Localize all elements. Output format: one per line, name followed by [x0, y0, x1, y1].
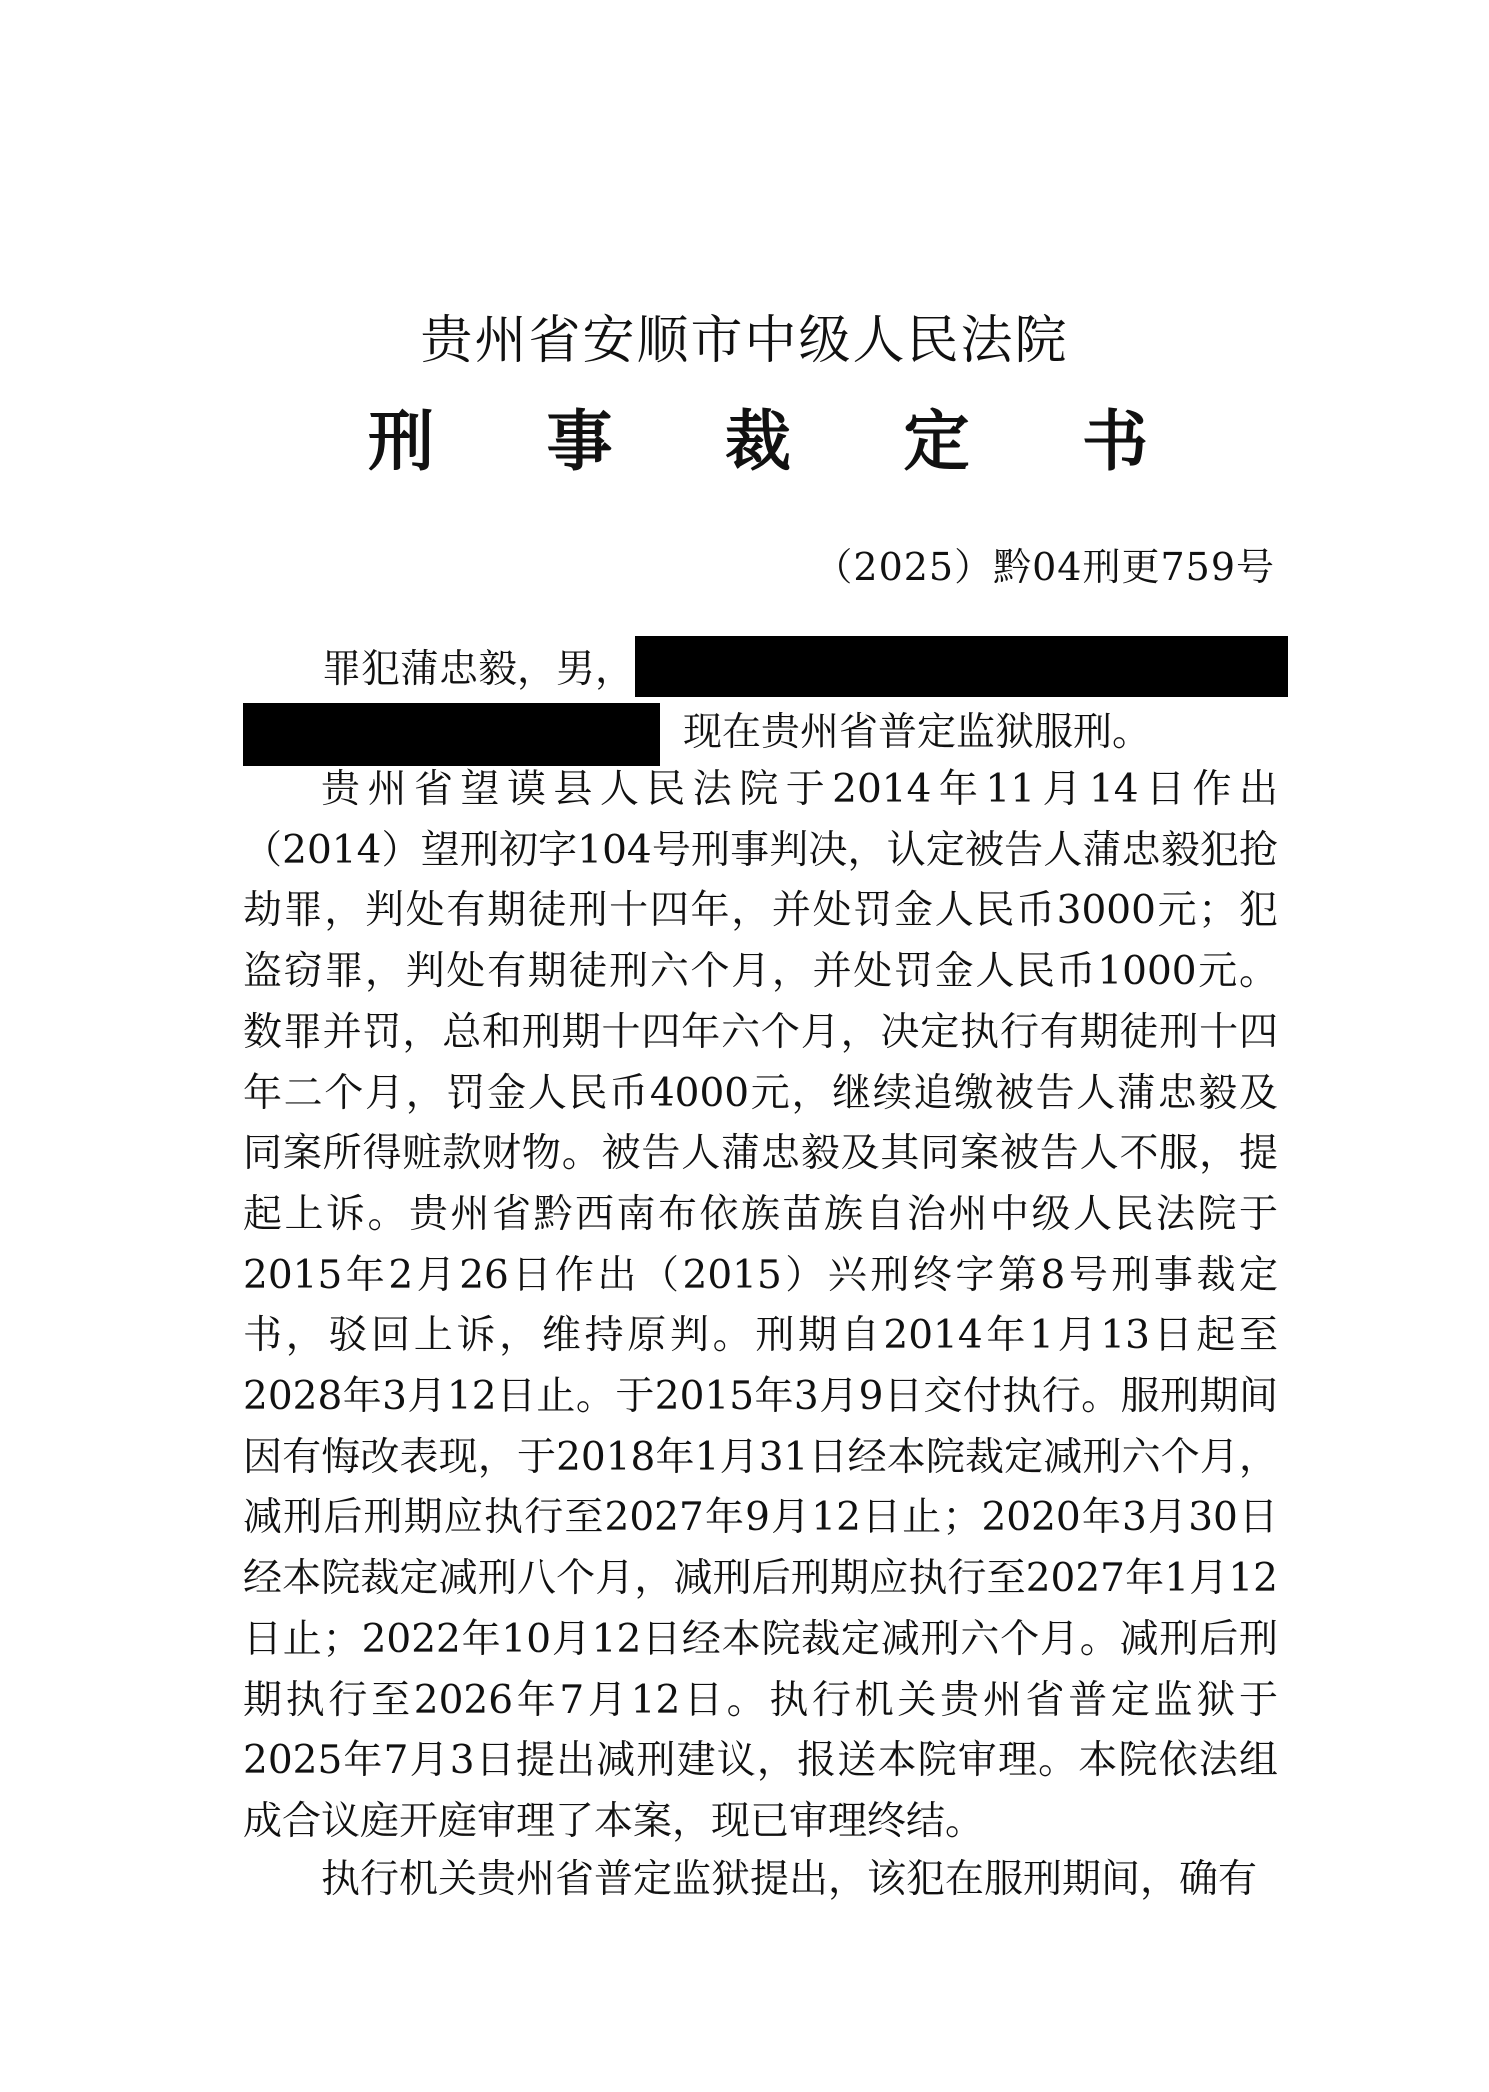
- title-char-1: 刑: [368, 403, 434, 480]
- redaction-bar: [635, 636, 1288, 697]
- title-char-4: 定: [903, 403, 970, 480]
- paragraph-prison-proposal: 执行机关贵州省普定监狱提出，该犯在服刑期间，确有: [321, 1857, 1258, 1902]
- paragraph-case-history: 贵州省望谟县人民法院于2014年11月14日作出（2014）望刑初字104号刑事判决，认定被告人蒲忠毅犯抢劫罪，判处有期徒刑十四年，并处罚金人民币3000元；犯盗窃罪，判处有期徒刑六个月，并处罚金人民币1000元。数罪并罚，总和刑期十四年六个月，决定执行有期徒刑十四年二个月，罚金人民币4000元，继续追缴被告人蒲忠毅及同案所得赃款财物。被告人蒲忠毅及其同案被告人不服，提起上诉。贵州省黔西南布依族苗族自治州中级人民法院于2015年2月26日作出（2015）兴刑终字第8号刑事裁定书，驳回上诉，维持原判。刑期自2014年1月13日起至2028年3月12日止。于2015年3月9日交付执行。服刑期间因有悔改表现，于2018年1月31日经本院裁定减刑六个月，减刑后刑期应执行至2027年9月12日止；2020年3月30日经本院裁定减刑八个月，减刑后刑期应执行至2027年1月12日止；2022年10月12日经本院裁定减刑六个月。减刑后刑期执行至2026年7月12日。执行机关贵州省普定监狱于2025年7月3日提出减刑建议，报送本院审理。本院依法组成合议庭开庭审理了本案，现已审理终结。: [243, 767, 1278, 1844]
- party-intro: 罪犯蒲忠毅，男，: [322, 647, 635, 692]
- title-char-2: 事: [546, 403, 613, 480]
- title-char-5: 书: [1082, 403, 1148, 480]
- case-number: （2025）黔04刑更759号: [814, 545, 1275, 589]
- court-name: 贵州省安顺市中级人民法院: [420, 311, 1069, 371]
- title-char-3: 裁: [725, 403, 791, 480]
- document-type-title: [368, 400, 1148, 484]
- prison-location: 现在贵州省普定监狱服刑。: [683, 710, 1152, 755]
- redaction-bar: [243, 703, 660, 766]
